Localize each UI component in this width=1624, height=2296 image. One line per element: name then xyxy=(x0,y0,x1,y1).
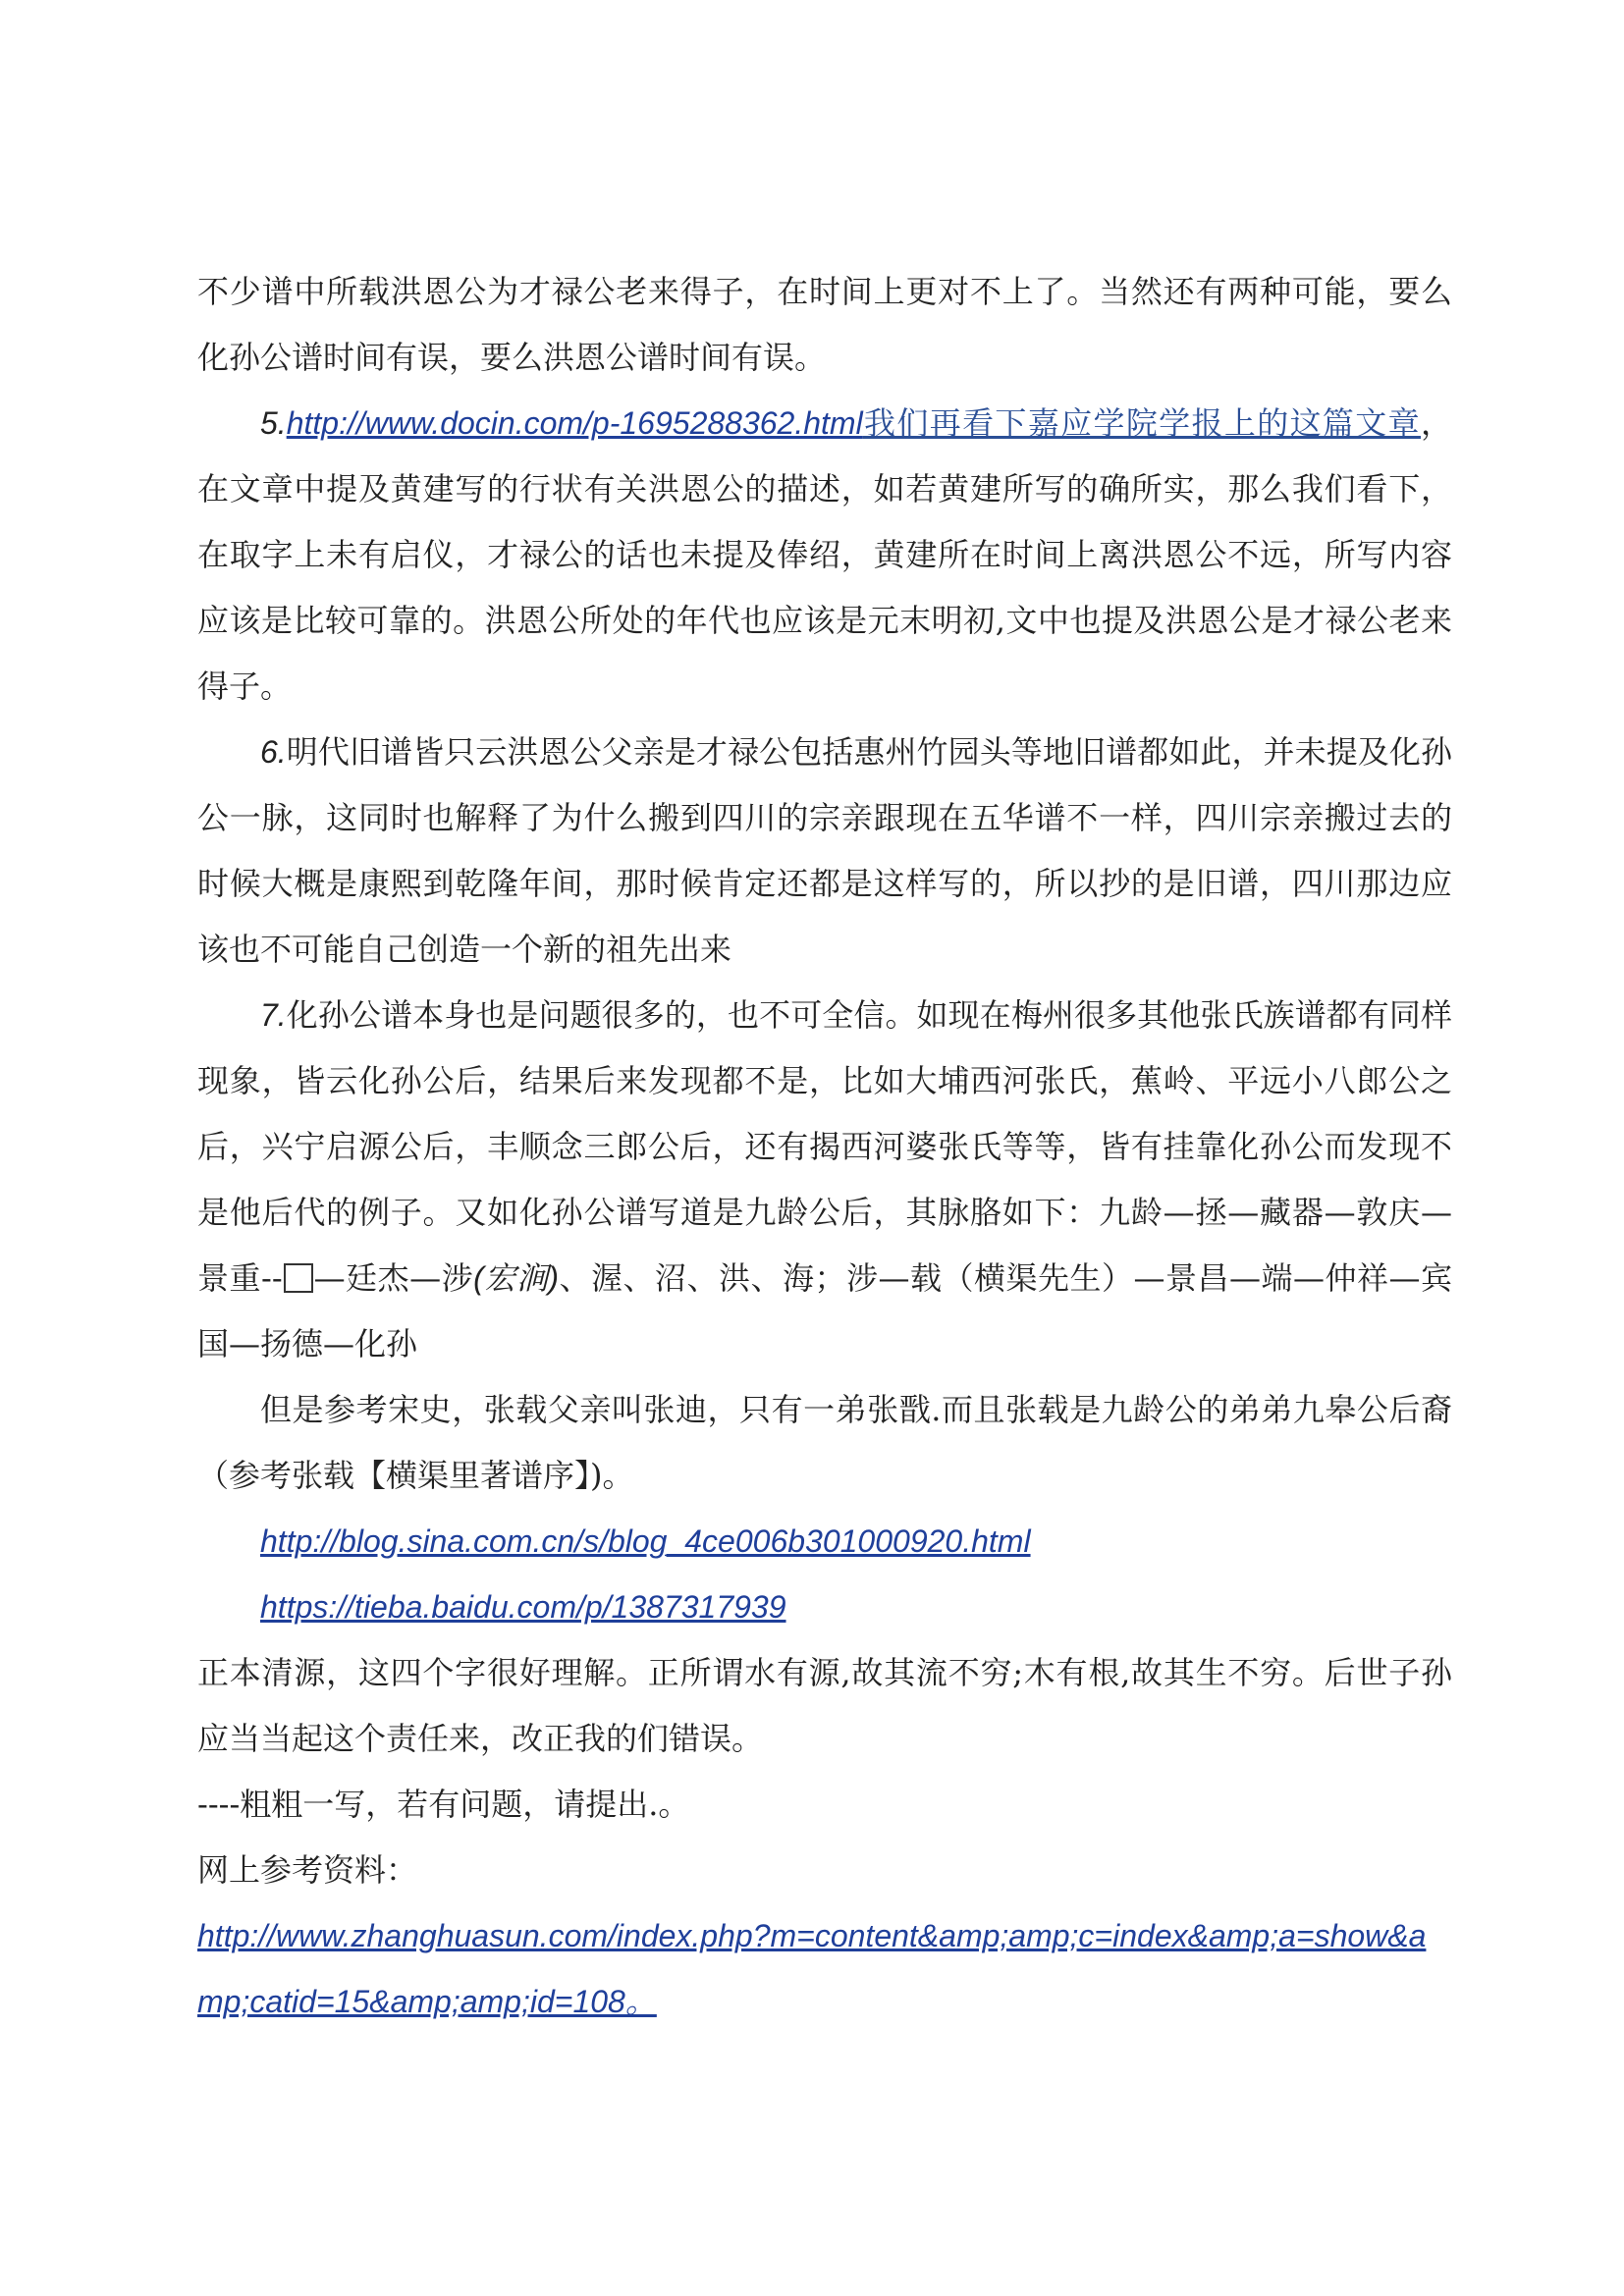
item-number-6: 6. xyxy=(260,734,287,770)
paragraph-6-text: 正本清源，这四个字很好理解。正所谓水有源,故其流不穷;木有根,故其生不穷。后世子孙应当当起这个责任来，改正我的们错误。 xyxy=(197,1654,1452,1757)
docin-link-text[interactable]: 我们再看下嘉应学院学报上的这篇文章 xyxy=(862,404,1421,442)
zhanghuasun-link[interactable]: http://www.zhanghuasun.com/index.php?m=content&amp;amp;c=index&amp;a=show&amp;catid=15&amp;amp;id=108。 xyxy=(197,1918,1427,2019)
paragraph-3-text: 明代旧谱皆只云洪恩公父亲是才禄公包括惠州竹园头等地旧谱都如此，并未提及化孙公一脉，这同时也解释了为什么搬到四川的宗亲跟现在五华谱不一样，四川宗亲搬过去的时候大概是康熙到乾隆年间，那时候肯定还都是这样写的，所以抄的是旧谱，四川那边应该也不可能自己创造一个新的祖先出来 xyxy=(197,733,1452,968)
sina-blog-link[interactable]: http://blog.sina.com.cn/s/blog_4ce006b301000920.html xyxy=(260,1523,1031,1559)
link-line-1 xyxy=(197,1509,1452,1575)
link-line-2 xyxy=(197,1575,1452,1640)
reference-link-paragraph xyxy=(197,1903,1452,2035)
paragraph-5 xyxy=(197,1377,1452,1509)
paragraph-8 xyxy=(197,1838,1452,1903)
docin-link[interactable]: http://www.docin.com/p-1695288362.html xyxy=(286,405,863,441)
item-number-5: 5. xyxy=(260,405,287,441)
paragraph-1 xyxy=(197,259,1452,391)
paragraph-4-paren: (宏涧) xyxy=(473,1260,559,1296)
document-body xyxy=(197,259,1452,2035)
paragraph-6 xyxy=(197,1640,1452,1772)
missing-glyph-box xyxy=(284,1263,313,1293)
paragraph-4-text-c: 、渥、沼、洪、海；涉—载（横渠先生）—景昌—端—仲祥—宾国—扬德—化孙 xyxy=(197,1259,1452,1362)
paragraph-1-text: 不少谱中所载洪恩公为才禄公老来得子，在时间上更对不上了。当然还有两种可能，要么化孙公谱时间有误，要么洪恩公谱时间有误。 xyxy=(197,273,1452,376)
paragraph-2 xyxy=(197,391,1452,720)
paragraph-4 xyxy=(197,983,1452,1377)
paragraph-7-text: ----粗粗一写，若有问题，请提出.。 xyxy=(197,1786,690,1823)
paragraph-2-text: ，在文章中提及黄建写的行状有关洪恩公的描述，如若黄建所写的确所实，那么我们看下，在取字上未有启仪，才禄公的话也未提及俸绍，黄建所在时间上离洪恩公不远，所写内容应该是比较可靠的。洪恩公所处的年代也应该是元末明初,文中也提及洪恩公是才禄公老来得子。 xyxy=(197,404,1452,705)
paragraph-4-text-a: 化孙公谱本身也是问题很多的，也不可全信。如现在梅州很多其他张氏族谱都有同样现象，皆云化孙公后，结果后来发现都不是，比如大埔西河张氏，蕉岭、平远小八郎公之后，兴宁启源公后，丰顺念三郎公后，还有揭西河婆张氏等等，皆有挂靠化孙公而发现不是他后代的例子。又如化孙公谱写道是九龄公后，其脉胳如下：九龄—拯—藏器—敦庆—景重-- xyxy=(197,996,1452,1297)
tieba-link[interactable]: https://tieba.baidu.com/p/1387317939 xyxy=(260,1589,786,1625)
item-number-7: 7. xyxy=(260,997,287,1033)
paragraph-7 xyxy=(197,1772,1452,1838)
paragraph-5-text: 但是参考宋史，张载父亲叫张迪，只有一弟张戬.而且张载是九龄公的弟弟九皋公后裔（参考张载【横渠里著谱序】)。 xyxy=(197,1391,1452,1494)
paragraph-4-text-b: —廷杰—涉 xyxy=(313,1259,474,1297)
paragraph-3 xyxy=(197,720,1452,983)
references-heading: 网上参考资料： xyxy=(197,1851,418,1889)
